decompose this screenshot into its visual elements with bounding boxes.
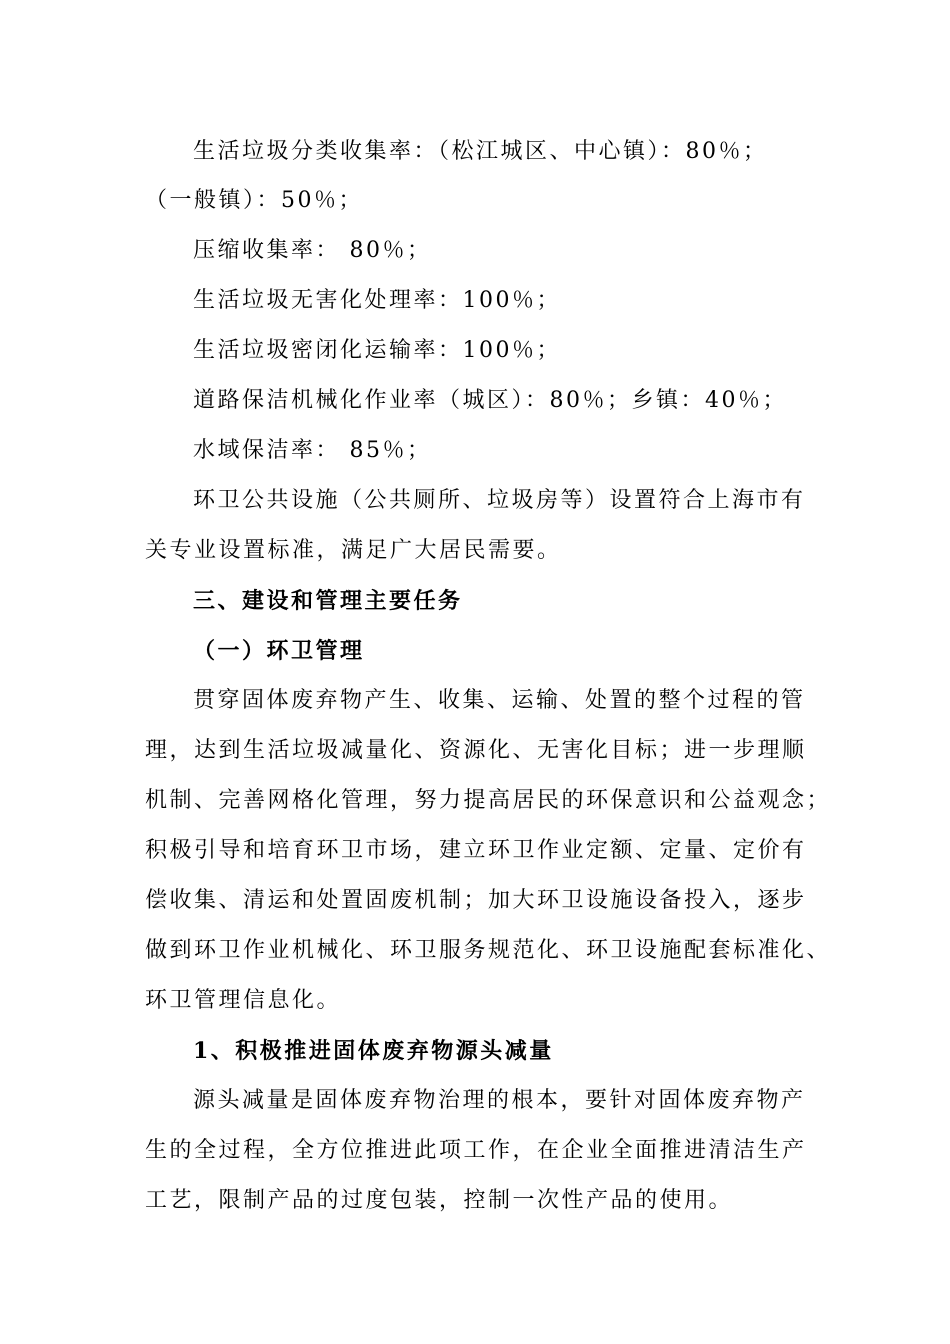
paragraph-line: 贯穿固体废弃物产生、收集、运输、处置的整个过程的管	[193, 688, 806, 713]
text-line-water-cleaning-rate: 水域保洁率： 85％；	[193, 438, 432, 463]
section-heading-main-tasks: 三、建设和管理主要任务	[193, 588, 463, 614]
text-line-public-facilities-cont: 关专业设置标准，满足广大居民需要。	[145, 538, 562, 563]
paragraph-line: 理，达到生活垃圾减量化、资源化、无害化目标；进一步理顺	[145, 738, 807, 763]
text-line-sealed-transport-rate: 生活垃圾密闭化运输率：100％；	[193, 338, 561, 363]
paragraph-line: 生的全过程，全方位推进此项工作，在企业全面推进清洁生产	[145, 1138, 807, 1163]
paragraph-line: 做到环卫作业机械化、环卫服务规范化、环卫设施配套标准化、	[145, 938, 832, 963]
item-heading-source-reduction: 1、积极推进固体废弃物源头减量	[193, 1038, 554, 1064]
text-line-public-facilities: 环卫公共设施（公共厕所、垃圾房等）设置符合上海市有	[193, 488, 806, 513]
text-line-general-town: （一般镇）：50％；	[145, 188, 363, 213]
paragraph-line: 机制、完善网格化管理，努力提高居民的环保意识和公益观念；	[145, 788, 832, 813]
text-line-sorting-rate: 生活垃圾分类收集率：（松江城区、中心镇）：80％；	[193, 139, 768, 164]
text-line-road-cleaning-rate: 道路保洁机械化作业率（城区）：80％；乡镇：40％；	[193, 388, 787, 413]
text-line-harmless-rate: 生活垃圾无害化处理率：100％；	[193, 288, 561, 313]
paragraph-line: 工艺，限制产品的过度包装，控制一次性产品的使用。	[145, 1188, 734, 1213]
paragraph-line: 偿收集、清运和处置固废机制；加大环卫设施设备投入，逐步	[145, 888, 807, 913]
text-line-compression-rate: 压缩收集率： 80％；	[193, 238, 432, 263]
paragraph-line: 源头减量是固体废弃物治理的根本，要针对固体废弃物产	[193, 1088, 806, 1113]
paragraph-line: 积极引导和培育环卫市场，建立环卫作业定额、定量、定价有	[145, 838, 807, 863]
paragraph-line: 环卫管理信息化。	[145, 988, 342, 1013]
subsection-heading-sanitation-management: （一）环卫管理	[193, 638, 365, 664]
